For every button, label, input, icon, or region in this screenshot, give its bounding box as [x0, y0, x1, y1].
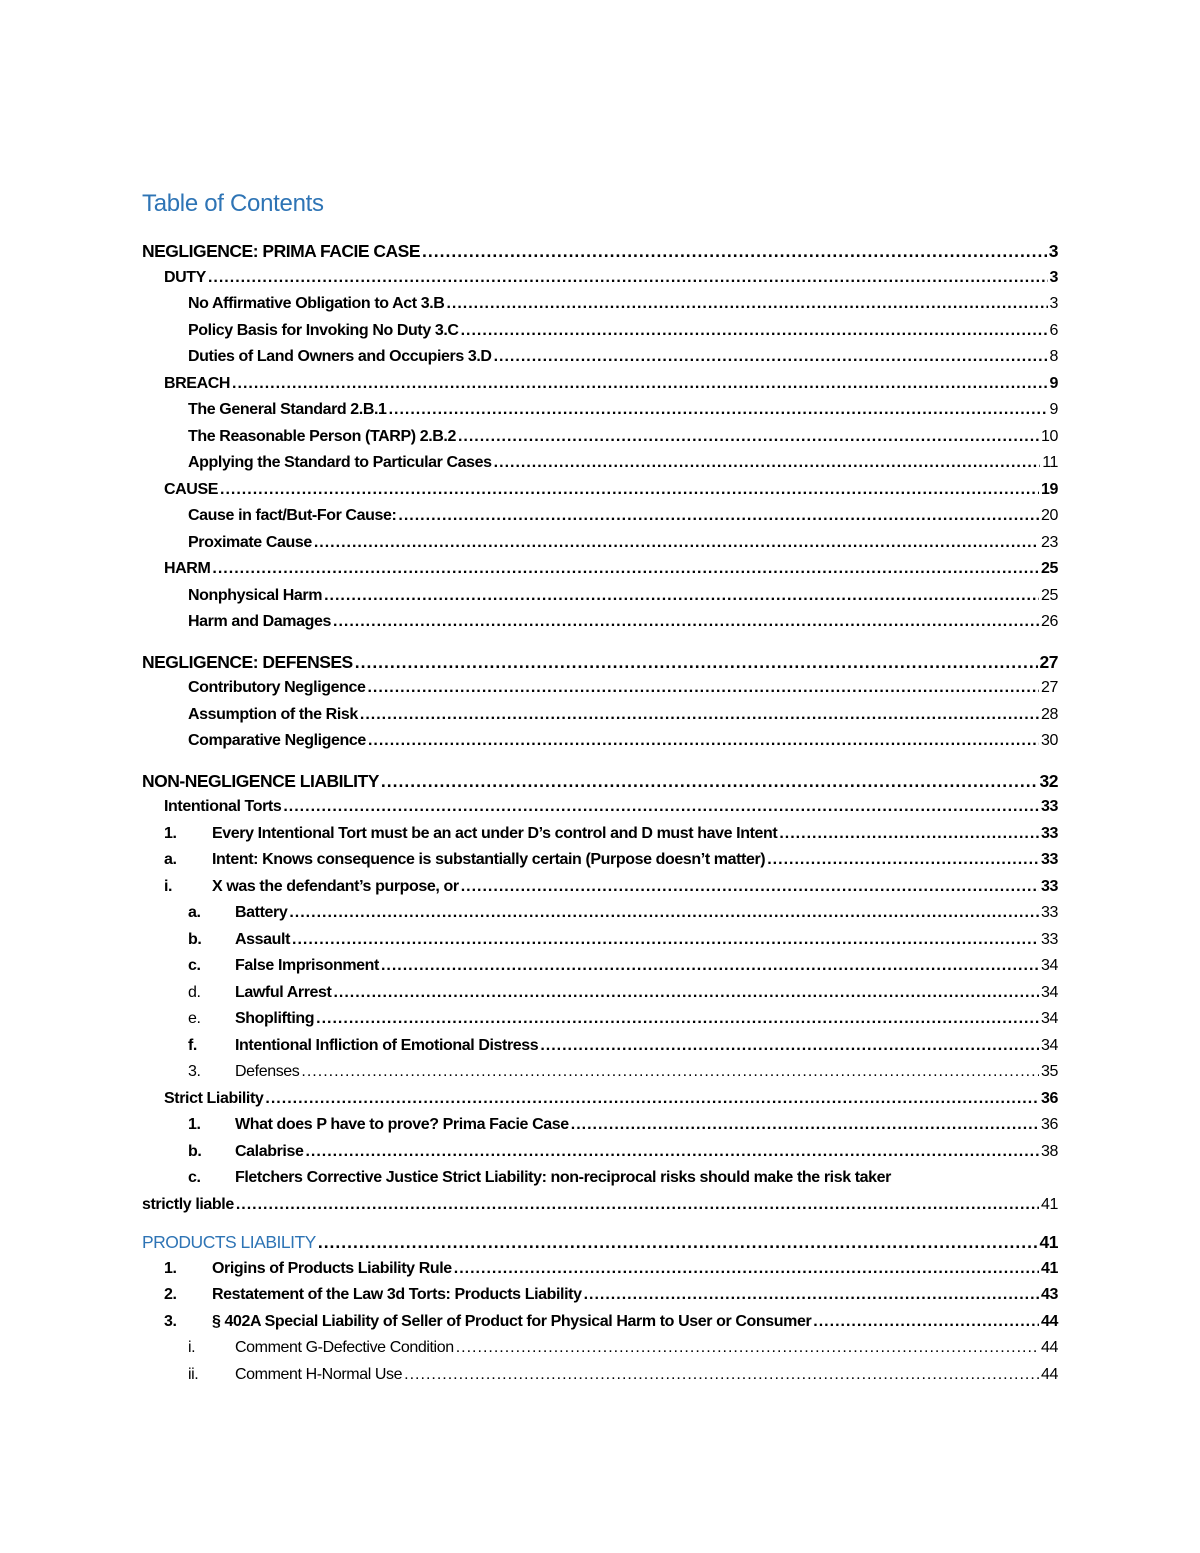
toc-entry[interactable]: HARM ..... 25	[142, 556, 1058, 583]
toc-entry[interactable]: a. Battery ..... 33	[142, 900, 1058, 927]
toc-entry[interactable]: NEGLIGENCE: DEFENSES ..... 27	[142, 649, 1058, 676]
toc-entry[interactable]: d. Lawful Arrest ..... 34	[142, 980, 1058, 1007]
toc-entry[interactable]: Proximate Cause ..... 23	[142, 530, 1058, 557]
toc-entry[interactable]: The General Standard 2.B.1 ..... 9	[142, 397, 1058, 424]
toc-entry[interactable]: 1. Every Intentional Tort must be an act under D’s control and D must have Intent ..... 33	[142, 821, 1058, 848]
toc-entry[interactable]: Intentional Torts ..... 33	[142, 794, 1058, 821]
toc-entry[interactable]: Cause in fact/But-For Cause: ..... 20	[142, 503, 1058, 530]
toc-entry[interactable]: b. Calabrise ..... 38	[142, 1139, 1058, 1166]
toc-entry[interactable]: Contributory Negligence ..... 27	[142, 675, 1058, 702]
toc-entry[interactable]: e. Shoplifting ..... 34	[142, 1006, 1058, 1033]
toc-entry[interactable]: 1. Origins of Products Liability Rule ..... 41	[142, 1256, 1058, 1283]
toc-entry[interactable]: 1. What does P have to prove? Prima Facie Case ..... 36	[142, 1112, 1058, 1139]
toc-entry[interactable]: Policy Basis for Invoking No Duty 3.C ..... 6	[142, 318, 1058, 345]
toc-entry[interactable]: The Reasonable Person (TARP) 2.B.2 ..... 10	[142, 424, 1058, 451]
toc-entry[interactable]: a. Intent: Knows consequence is substantially certain (Purpose doesn’t matter) ..... 33	[142, 847, 1058, 874]
toc-entry[interactable]: 3. Defenses ..... 35	[142, 1059, 1058, 1086]
toc-entry[interactable]: Nonphysical Harm ..... 25	[142, 583, 1058, 610]
toc-entry[interactable]: NEGLIGENCE: PRIMA FACIE CASE ..... 3	[142, 238, 1058, 265]
toc-entry[interactable]: Assumption of the Risk ..... 28	[142, 702, 1058, 729]
toc-entry[interactable]: i. X was the defendant’s purpose, or ..... 33	[142, 874, 1058, 901]
toc-entry[interactable]: Comparative Negligence ..... 30	[142, 728, 1058, 755]
toc-entry[interactable]: c. False Imprisonment ..... 34	[142, 953, 1058, 980]
toc-entry[interactable]: Strict Liability ..... 36	[142, 1086, 1058, 1113]
toc-entry[interactable]: CAUSE ..... 19	[142, 477, 1058, 504]
toc-list	[142, 238, 1058, 1388]
toc-entry[interactable]: Applying the Standard to Particular Cases ..... 11	[142, 450, 1058, 477]
toc-entry[interactable]: Harm and Damages ..... 26	[142, 609, 1058, 636]
toc-entry[interactable]: f. Intentional Infliction of Emotional Distress ..... 34	[142, 1033, 1058, 1060]
toc-entry[interactable]: ii. Comment H-Normal Use ..... 44	[142, 1362, 1058, 1389]
toc-entry[interactable]: Duties of Land Owners and Occupiers 3.D ..... 8	[142, 344, 1058, 371]
toc-entry[interactable]: 3. § 402A Special Liability of Seller of Product for Physical Harm to User or Consumer ..... 44	[142, 1309, 1058, 1336]
toc-entry[interactable]: BREACH ..... 9	[142, 371, 1058, 398]
toc-entry[interactable]: No Affirmative Obligation to Act 3.B ..... 3	[142, 291, 1058, 318]
toc-entry[interactable]: PRODUCTS LIABILITY ..... 41	[142, 1229, 1058, 1256]
toc-entry[interactable]: DUTY ..... 3	[142, 265, 1058, 292]
toc-entry[interactable]: 2. Restatement of the Law 3d Torts: Products Liability ..... 43	[142, 1282, 1058, 1309]
toc-entry[interactable]: i. Comment G-Defective Condition ..... 44	[142, 1335, 1058, 1362]
toc-entry[interactable]: NON-NEGLIGENCE LIABILITY ..... 32	[142, 768, 1058, 795]
toc-title: Table of Contents	[142, 190, 324, 217]
toc-entry[interactable]: c. Fletchers Corrective Justice Strict Liability: non-reciprocal risks should make the risk taker strictly liable ..... 41	[142, 1165, 1058, 1218]
toc-entry[interactable]: b. Assault ..... 33	[142, 927, 1058, 954]
